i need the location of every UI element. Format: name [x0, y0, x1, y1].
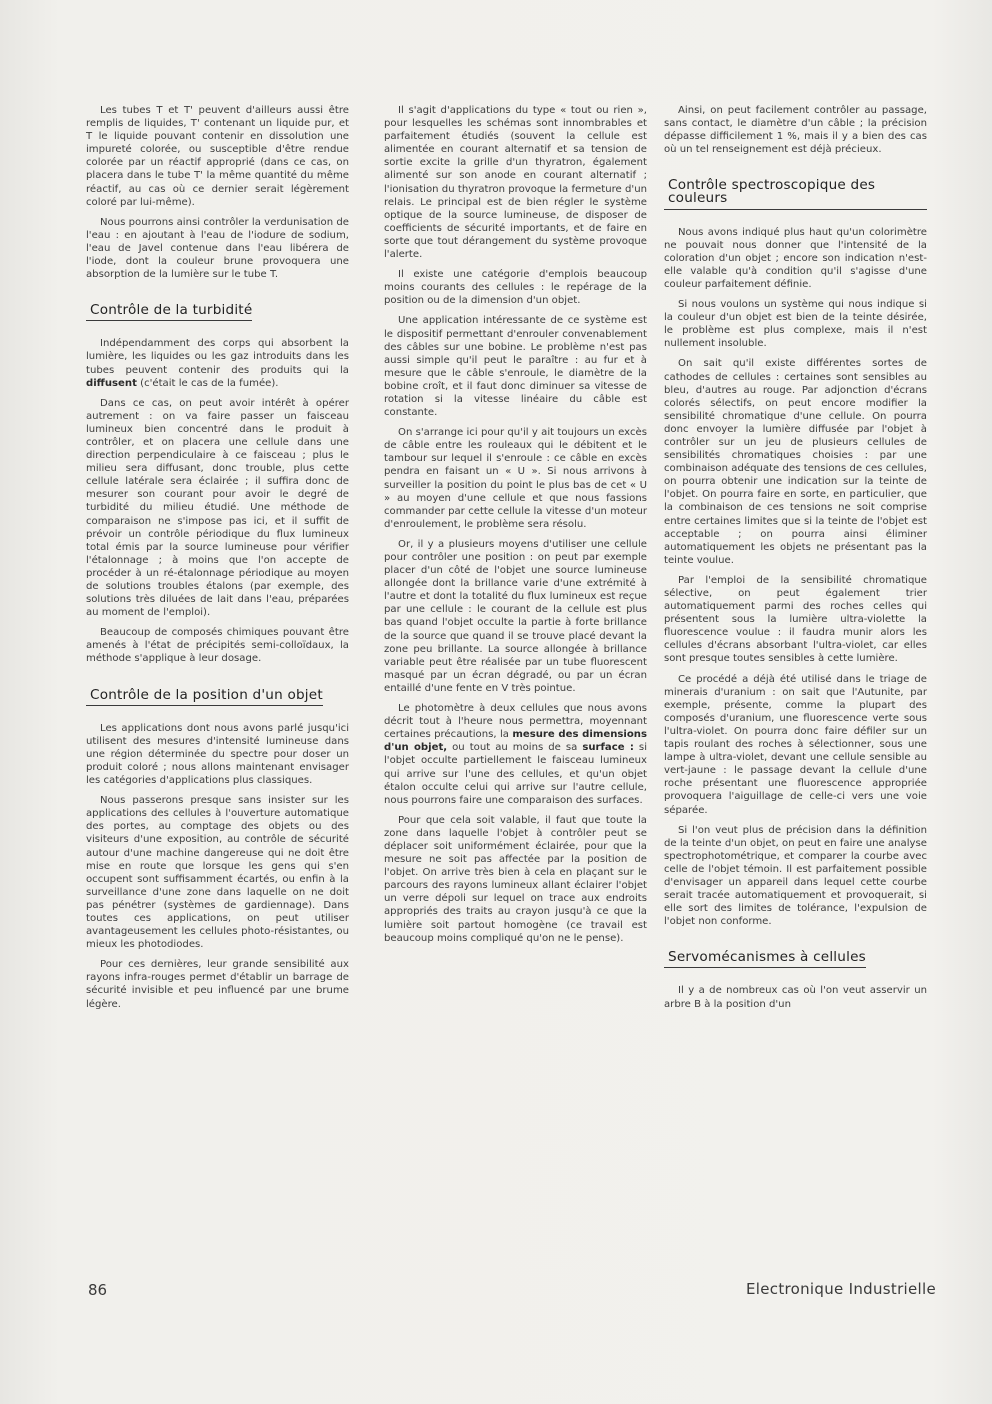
page-number: 86 — [88, 1281, 108, 1299]
paragraph: On s'arrange ici pour qu'il y ait toujours un excès de câble entre les rouleaux qui le débitent et le tambour sur lequel il s'enroule : ce câble en excès pendra en faisant un « U ». Si nous arrivons à surveiller la position du point le plus bas de cet « U » au moyen d'une cellule et que nous fassions commander par cette cellule la vitesse d'un moteur d'enroulement, le problème sera résolu. — [384, 427, 647, 530]
paragraph: Si nous voulons un système qui nous indique si la couleur d'un objet est bien de la teinte désirée, le problème est plus complexe, mais il n'est nullement insoluble. — [664, 299, 927, 350]
paragraph: Ainsi, on peut facilement contrôler au passage, sans contact, le diamètre d'un câble ; la précision dépasse difficilement 1 %, mais il y a bien des cas où un tel renseignement est déjà précieux. — [664, 105, 927, 156]
column-middle — [384, 104, 647, 952]
section-heading-servo: Servomécanismes à cellules — [664, 951, 866, 968]
column-left — [86, 104, 349, 1018]
text-run: Indépendamment des corps qui absorbent la lumière, les liquides ou les gaz introduits dans les tubes peuvent contenir des produits qui la — [86, 338, 349, 376]
text-run: Le photomètre à deux cellules que nous avons décrit tout à l'heure nous permettra, moyennant certaines précautions, la — [384, 703, 647, 741]
paragraph — [86, 337, 349, 389]
paragraph: Or, il y a plusieurs moyens d'utiliser une cellule pour contrôler une position : on peut par exemple placer d'un côté de l'objet une source lumineuse allongée dont la brillance varie d'une extrémité à l'autre et dont la totalité du flux lumineux est reçue par une cellule : le courant de la cellule est plus bas quand l'objet occulte la partie à forte brillance de la source que quand il se trouve placé devant la zone peu brillante. La source allongée à brillance variable peut être réalisée par un tube fluorescent masqué par un écran dégradé, ou par un écran entaillé d'une fente en V très pointue. — [384, 538, 647, 694]
paragraph: Nous avons indiqué plus haut qu'un colorimètre ne pouvait nous donner que l'intensité de la coloration d'un objet ; encore son indication n'est-elle valable qu'à condition qu'il s'agisse d'une couleur parfaitement définie. — [664, 226, 927, 290]
bold-term: mesure des dimensions d'un objet, — [384, 729, 647, 754]
paragraph: Nous pourrons ainsi contrôler la verdunisation de l'eau : en ajoutant à l'eau de l'iodure de sodium, l'eau de Javel contenue dans l'eau libérera de l'iode, dont la couleur brune provoquera une absorption de la lumière sur le tube T. — [86, 216, 349, 281]
paragraph: Si l'on veut plus de précision dans la définition de la teinte d'un objet, on peut en faire une analyse spectrophotométrique, et comparer la courbe avec celle de l'objet témoin. Il est parfaitement possible d'envisager un appareil dans lequel cette courbe serait tracée automatiquement et provoquerait, si elle sort des limites de tolérance, l'expulsion de l'objet non conforme. — [664, 824, 927, 928]
section-heading-spectro: Contrôle spectroscopique des couleurs — [664, 179, 927, 209]
paragraph: Dans ce cas, on peut avoir intérêt à opérer autrement : on va faire passer un faisceau lumineux bien concentré dans le produit à contrôler, et on placera une cellule dans une direction perpendiculaire à ce faisceau ; plus le milieu sera diffusant, donc trouble, plus cette cellule latérale sera éclairée ; il suffira donc de mesurer son courant pour avoir le degré de turbidité du milieu étudié. Une méthode de comparaison ne s'impose pas ici, et il suffit de prévoir un contrôle périodique du flux lumineux total émis par la source lumineuse pour vérifier l'étalonnage ; à moins que l'on accepte de procéder à un ré-étalonnage périodique au moyen de solutions troubles étalons (par exemple, des solutions très diluées de lait dans l'eau, préparées au moment de l'emploi). — [86, 397, 349, 619]
section-heading-turbidite: Contrôle de la turbidité — [86, 304, 252, 321]
paragraph: Il y a de nombreux cas où l'on veut asservir un arbre B à la position d'un — [664, 985, 927, 1010]
journal-title: Electronique Industrielle — [746, 1280, 936, 1298]
paragraph: Ce procédé a déjà été utilisé dans le triage de minerais d'uranium : on sait que l'Autunite, par exemple, présente, comme la plupart des composés d'uranium, une fluorescence verte sous l'ultra-violet. On pourra donc faire défiler sur un tapis roulant des roches à sélectionner, sous une lampe à ultra-violet, devant une cellule sensible au vert-jaune : le passage devant la cellule d'une roche présentant une fluorescence appropriée provoquera l'aiguillage de celle-ci vers une voie séparée. — [664, 673, 927, 816]
column-right — [664, 104, 927, 1018]
paragraph — [384, 702, 647, 807]
paragraph: Par l'emploi de la sensibilité chromatique sélective, on peut également trier automatiquement parmi des roches celles qui présentent sous la lumière ultra-violette la fluorescence voulue : il faudra munir alors les cellules d'écrans absorbant l'ultra-violet, car elles sont presque toutes sensibles à cette lumière. — [664, 574, 927, 665]
bold-term: surface : — [582, 742, 634, 754]
paragraph: Les applications dont nous avons parlé jusqu'ici utilisent des mesures d'intensité lumineuse dans une région déterminée du spectre pour doser un produit coloré ; nous allons maintenant envisager les catégories d'applications plus classiques. — [86, 722, 349, 787]
bold-term: diffusent — [86, 377, 137, 389]
paragraph: Il s'agit d'applications du type « tout ou rien », pour lesquelles les schémas sont innombrables et parfaitement étudiés (souvent la cellule est alimentée en courant alternatif et sa tension de sortie excite la grille d'un thyratron, également alimenté sur son anode en courant alternatif ; l'ionisation du thyratron provoque la fermeture d'un relais. Le principal est de bien régler le système optique de la source lumineuse, de disposer de coefficients de sécurité importants, et de faire en sorte que tout dérangement du système provoque l'alerte. — [384, 105, 647, 261]
text-run: si l'objet occulte partiellement le faisceau lumineux qui arrive sur l'une des cellules, et qu'un objet étalon occulte celui qui arrive sur l'autre cellule, nous pourrons faire une comparaison des surfaces. — [384, 742, 647, 806]
paragraph: Les tubes T et T' peuvent d'ailleurs aussi être remplis de liquides, T' contenant un liquide pur, et T le liquide pouvant contenir en dissolution une impureté colorée, ou susceptible d'être rendue colorée par un réactif approprié (dans ce cas, on placera dans le tube T' la même quantité du même réactif, au cas où ce dernier serait légèrement coloré par lui-même). — [86, 105, 349, 208]
text-run: ou tout au moins de sa — [447, 742, 583, 754]
paragraph: Il existe une catégorie d'emplois beaucoup moins courants des cellules : le repérage de la position ou de la dimension d'un objet. — [384, 269, 647, 307]
paragraph: On sait qu'il existe différentes sortes de cathodes de cellules : certaines sont sensibles au bleu, d'autres au rouge. Par adjonction d'écrans colorés sélectifs, on peut encore modifier la sensibilité chromatique d'une cellule. On pourra donc envoyer la lumière diffusée par l'objet à contrôler sur un jeu de plusieurs cellules de sensibilités chromatiques choisies : par une combinaison adéquate des tensions de ces cellules, on pourra obtenir une indication sur la teinte de l'objet. On pourra faire en sorte, en particulier, que la combinaison de ces tensions ne soit comprise entre certaines limites que si la teinte de l'objet est acceptable ; on pourra ainsi éliminer automatiquement les objets ne présentant pas la teinte voulue. — [664, 358, 927, 566]
paragraph: Beaucoup de composés chimiques pouvant être amenés à l'état de précipités semi-colloïdaux, la méthode s'applique à leur dosage. — [86, 627, 349, 665]
paragraph: Pour ces dernières, leur grande sensibilité aux rayons infra-rouges permet d'établir un barrage de sécurité invisible et peu influencé par une brume légère. — [86, 959, 349, 1010]
paragraph: Pour que cela soit valable, il faut que toute la zone dans laquelle l'objet à contrôler peut se déplacer soit uniformément éclairée, pour que la mesure ne soit pas affectée par la position de l'objet. On arrive très bien à cela en plaçant sur le parcours des rayons lumineux allant éclairer l'objet un verre dépoli sur lequel on trace aux endroits appropriés des traits au crayon jusqu'à ce que la lumière soit partout homogène (ce travail est beaucoup moins compliqué qu'on ne le pense). — [384, 814, 647, 944]
paragraph: Une application intéressante de ce système est le dispositif permettant d'enrouler convenablement des câbles sur une bobine. Le problème n'est pas aussi simple qu'il peut le paraître : au fur et à mesure que le câble s'enroule, le diamètre de la bobine croît, et il faut donc diminuer sa vitesse de rotation si la vitesse linéaire du câble est constante. — [384, 315, 647, 419]
paragraph: Nous passerons presque sans insister sur les applications des cellules à l'ouverture automatique des portes, au comptage des objets ou des visiteurs d'une exposition, au contrôle de sécurité autour d'une machine dangereuse qui ne doit être mise en route que lorsque les gens qui s'en occupent sont suffisamment écartés, ou enfin à la surveillance d'une zone dans laquelle on ne doit pas pénétrer (systèmes de gardiennage). Dans toutes ces applications, on peut utiliser avantageusement les cellules photo-résistantes, ou mieux les photodiodes. — [86, 795, 349, 951]
text-run: (c'était le cas de la fumée). — [136, 377, 279, 389]
section-heading-position: Contrôle de la position d'un objet — [86, 689, 323, 706]
